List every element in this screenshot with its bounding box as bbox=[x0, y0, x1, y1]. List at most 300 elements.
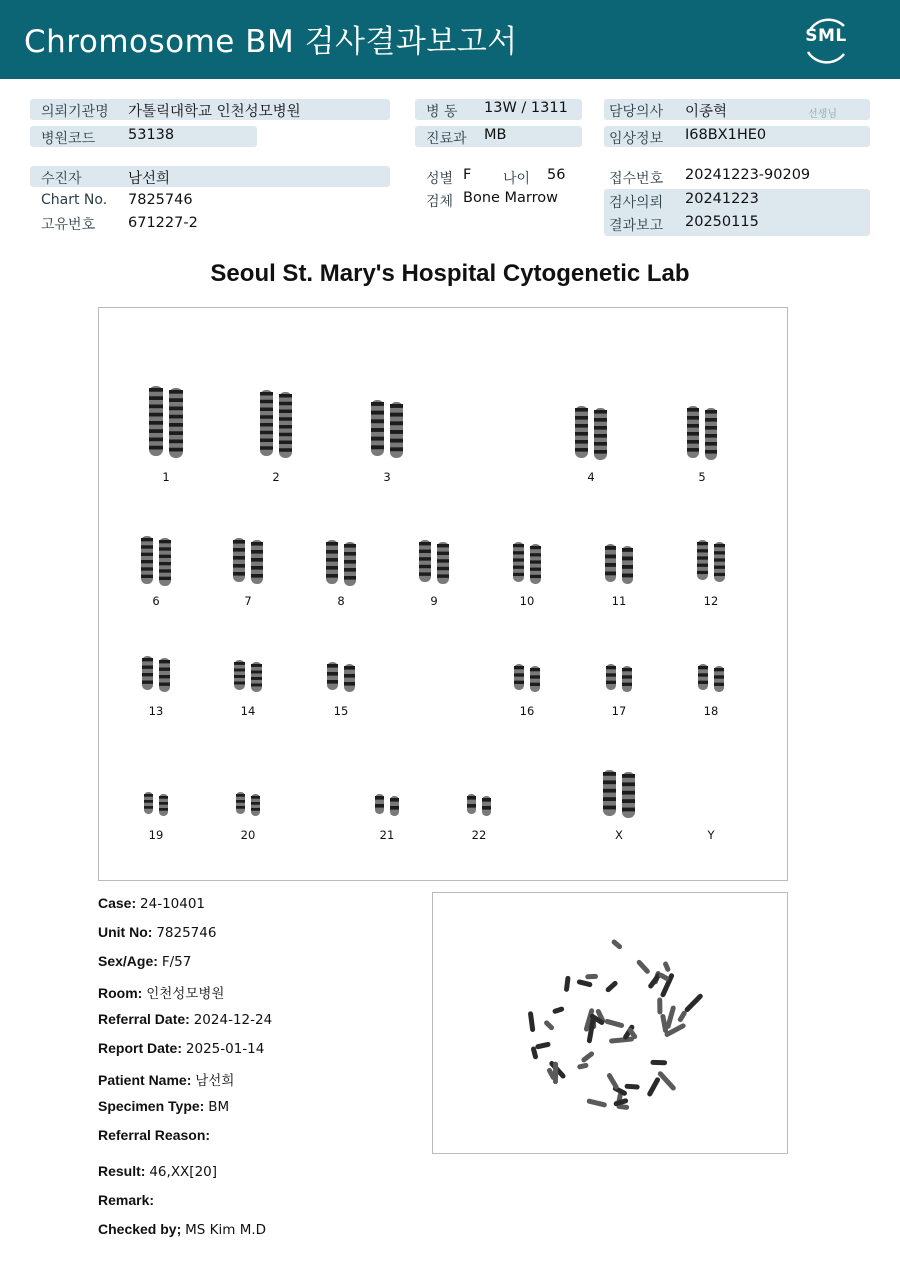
chromosome-band bbox=[233, 540, 245, 544]
specimen-value: Bone Marrow bbox=[463, 190, 559, 206]
chromosome-band bbox=[390, 430, 403, 434]
chromosome-band bbox=[233, 548, 245, 552]
chromosome-band bbox=[260, 408, 273, 411]
chromosome-label-6: 6 bbox=[152, 594, 160, 608]
request-value: 20241223 bbox=[685, 191, 759, 207]
chromosome-label-3: 3 bbox=[383, 470, 391, 484]
chromosome-band bbox=[594, 442, 607, 446]
metaphase-chromosome bbox=[586, 1098, 607, 1108]
chromosome-band bbox=[251, 796, 260, 799]
chromosome-band bbox=[467, 804, 476, 808]
chromosome-label-X: X bbox=[615, 828, 623, 842]
chromosome-band bbox=[327, 680, 338, 684]
chromosome-band bbox=[687, 432, 699, 436]
chromosome-band bbox=[714, 675, 724, 678]
metaphase-chromosome bbox=[624, 1084, 639, 1090]
chromosome-band bbox=[530, 560, 541, 563]
chromosome-band bbox=[344, 666, 355, 670]
chromosome-band bbox=[251, 574, 263, 578]
chromosome-band bbox=[279, 402, 292, 405]
chromosome-band bbox=[142, 673, 153, 676]
chromosome-band bbox=[260, 392, 273, 395]
metaphase-chromosome bbox=[611, 939, 624, 951]
chromosome-band bbox=[390, 404, 403, 408]
chromosome-band bbox=[705, 434, 717, 438]
doctor-suffix: 선생님 bbox=[808, 109, 837, 120]
chromosome-band bbox=[279, 441, 292, 444]
chromosome-band bbox=[141, 545, 153, 548]
chromosome-band bbox=[344, 544, 356, 548]
chromosome-band bbox=[142, 658, 153, 661]
chromosome-label-4: 4 bbox=[587, 470, 595, 484]
report-date-label2: Report Date: bbox=[98, 1040, 183, 1056]
lab-title: Seoul St. Mary's Hospital Cytogenetic Lab bbox=[210, 260, 690, 287]
sex-value: F bbox=[463, 167, 472, 183]
chromosome-pair-5 bbox=[687, 406, 717, 460]
chromosome-band bbox=[371, 428, 384, 432]
clinical-value: I68BX1HE0 bbox=[685, 127, 767, 143]
chromosome-band bbox=[437, 574, 449, 577]
checked-row bbox=[98, 1221, 266, 1238]
specimen-type-row bbox=[98, 1098, 229, 1115]
chromosome-label-17: 17 bbox=[611, 704, 627, 718]
age-label: 나이 bbox=[503, 171, 531, 187]
chromosome-band bbox=[622, 557, 633, 561]
chromosome-band bbox=[149, 446, 163, 450]
metaphase-chromosome bbox=[662, 961, 671, 973]
chromosome-band bbox=[159, 683, 170, 686]
chromosome-band bbox=[344, 682, 355, 686]
result-value: 46,XX[20] bbox=[149, 1164, 218, 1180]
chromosome-band bbox=[141, 538, 153, 541]
chromosome-band bbox=[437, 559, 449, 562]
metaphase-chromosome bbox=[636, 959, 651, 975]
chromosome-band bbox=[375, 796, 384, 800]
chromosome-band bbox=[141, 560, 153, 563]
chromosome-band bbox=[159, 540, 171, 543]
chromosome-band bbox=[390, 421, 403, 425]
chromosome-band bbox=[327, 672, 338, 676]
chromosome-pair-17 bbox=[606, 664, 632, 692]
chromosome-band bbox=[687, 448, 699, 452]
chromosome-pair-4 bbox=[575, 406, 607, 460]
chromosome-band bbox=[169, 440, 183, 444]
ward-label: 병 동 bbox=[426, 104, 458, 120]
chromosome-band bbox=[594, 450, 607, 454]
chromosome-band bbox=[603, 780, 616, 784]
metaphase-chromosome bbox=[677, 1010, 688, 1023]
chromosome-band bbox=[603, 797, 616, 801]
chromosome-pair-14 bbox=[234, 660, 262, 692]
chromosome-band bbox=[279, 410, 292, 413]
chromosome-pair-12 bbox=[697, 540, 725, 582]
chromosome-band bbox=[698, 666, 708, 669]
chromosome-band bbox=[236, 806, 245, 809]
patient-name-label: Patient Name: bbox=[98, 1072, 192, 1088]
chromosome-band bbox=[622, 548, 633, 552]
receipt-value: 20241223-90209 bbox=[685, 167, 811, 183]
metaphase-chromosome bbox=[564, 976, 571, 993]
result-label: Result: bbox=[98, 1163, 146, 1179]
chromosome-band bbox=[344, 674, 355, 678]
chromosome-band bbox=[697, 549, 708, 552]
chromosome-band bbox=[141, 575, 153, 578]
chromosome-band bbox=[714, 566, 725, 569]
chromosome-band bbox=[144, 800, 153, 803]
referral-date-label: Referral Date: bbox=[98, 1011, 190, 1027]
chromosome-band bbox=[606, 666, 616, 669]
metaphase-chromosome bbox=[585, 974, 598, 980]
chromosome-band bbox=[251, 808, 260, 811]
chromosome-band bbox=[149, 429, 163, 433]
chromosome-band bbox=[260, 446, 273, 449]
chromosome-band bbox=[687, 408, 699, 412]
chromosome-label-2: 2 bbox=[272, 470, 280, 484]
chromosome-pair-X bbox=[603, 770, 635, 818]
chromosome-band bbox=[714, 668, 724, 671]
chromosome-label-5: 5 bbox=[698, 470, 706, 484]
sex-label: 성별 bbox=[426, 171, 454, 187]
unit-row bbox=[98, 924, 216, 941]
patient-label: 수진자 bbox=[41, 171, 82, 187]
chromosome-band bbox=[344, 576, 356, 580]
chromosome-pair-15 bbox=[327, 662, 355, 692]
room-row bbox=[98, 982, 224, 1002]
chromosome-band bbox=[714, 551, 725, 554]
remark-label: Remark: bbox=[98, 1192, 155, 1208]
chromosome-band bbox=[705, 442, 717, 446]
chromosome-band bbox=[530, 575, 541, 578]
chromosome-band bbox=[605, 572, 616, 576]
chromosome-band bbox=[467, 796, 476, 800]
chromosome-band bbox=[687, 416, 699, 420]
report-date-value: 20250115 bbox=[685, 214, 759, 230]
metaphase-chromosome bbox=[658, 972, 670, 982]
chromosome-label-12: 12 bbox=[703, 594, 719, 608]
chromosome-band bbox=[142, 666, 153, 669]
chromosome-pair-18 bbox=[698, 664, 724, 692]
chromosome-band bbox=[697, 571, 708, 574]
chromosome-band bbox=[605, 546, 616, 550]
chromosome-band bbox=[260, 439, 273, 442]
sexage-value: F/57 bbox=[161, 954, 192, 970]
chromosome-band bbox=[141, 553, 153, 556]
chromosome-band bbox=[622, 675, 632, 678]
chromosome-pair-13 bbox=[142, 656, 170, 692]
chromosome-pair-10 bbox=[513, 542, 541, 584]
chromosome-label-21: 21 bbox=[379, 828, 395, 842]
chromosome-band bbox=[575, 440, 588, 444]
chromosome-band bbox=[149, 405, 163, 409]
chromosome-band bbox=[159, 577, 171, 580]
chromosome-band bbox=[371, 419, 384, 423]
institution-label: 의뢰기관명 bbox=[41, 104, 109, 120]
chromosome-pair-19 bbox=[144, 792, 168, 816]
chromosome-band bbox=[159, 569, 171, 572]
chromosome-label-10: 10 bbox=[519, 594, 535, 608]
chromosome-band bbox=[251, 550, 263, 554]
referral-date-value: 2024-12-24 bbox=[193, 1012, 273, 1028]
chromosome-label-15: 15 bbox=[333, 704, 349, 718]
chromosome-label-18: 18 bbox=[703, 704, 719, 718]
chromosome-band bbox=[169, 448, 183, 452]
hospital-code-value: 53138 bbox=[128, 127, 175, 143]
chromosome-band bbox=[514, 681, 524, 684]
room-label: Room: bbox=[98, 985, 143, 1001]
chromosome-band bbox=[344, 568, 356, 572]
hospital-code-label: 병원코드 bbox=[41, 131, 96, 147]
chromosome-pair-22 bbox=[467, 794, 491, 816]
chromosome-label-19: 19 bbox=[148, 828, 164, 842]
age-value: 56 bbox=[547, 167, 566, 183]
chromosome-pair-8 bbox=[326, 540, 356, 586]
chromosome-band bbox=[575, 432, 588, 436]
chromosome-band bbox=[482, 806, 491, 810]
chromosome-band bbox=[169, 431, 183, 435]
chromosome-label-1: 1 bbox=[162, 470, 170, 484]
chromosome-band bbox=[622, 799, 635, 803]
remark-row bbox=[98, 1192, 154, 1209]
sexage-row bbox=[98, 953, 191, 970]
chromosome-band bbox=[705, 426, 717, 430]
chromosome-band bbox=[234, 669, 245, 672]
chromosome-band bbox=[260, 431, 273, 434]
chromosome-band bbox=[419, 542, 431, 545]
chromosome-band bbox=[390, 806, 399, 810]
chromosome-band bbox=[251, 542, 263, 546]
chromosome-band bbox=[606, 673, 616, 676]
receipt-label: 접수번호 bbox=[609, 171, 664, 187]
chromosome-band bbox=[159, 668, 170, 671]
chromosome-band bbox=[159, 562, 171, 565]
chromosome-band bbox=[159, 802, 168, 805]
chromosome-band bbox=[326, 566, 338, 570]
metaphase-chromosome bbox=[646, 1076, 661, 1097]
chromosome-band bbox=[390, 413, 403, 417]
metaphase-chromosome bbox=[553, 1062, 558, 1085]
chromosome-band bbox=[390, 798, 399, 802]
chromosome-band bbox=[326, 574, 338, 578]
chromosome-band bbox=[594, 418, 607, 422]
chromosome-band bbox=[698, 681, 708, 684]
chromosome-band bbox=[327, 664, 338, 668]
chromosome-band bbox=[142, 681, 153, 684]
report-header bbox=[0, 0, 900, 79]
chromosome-band bbox=[234, 675, 245, 678]
chromosome-band bbox=[514, 673, 524, 676]
chromosome-band bbox=[530, 683, 540, 686]
chromosome-band bbox=[622, 574, 633, 578]
referral-reason-row bbox=[98, 1127, 210, 1144]
chromosome-band bbox=[279, 448, 292, 451]
metaphase-chromosome bbox=[657, 997, 662, 1014]
clinical-label: 임상정보 bbox=[609, 131, 664, 147]
chromosome-band bbox=[605, 563, 616, 567]
chromosome-band bbox=[687, 440, 699, 444]
report-title: Chromosome BM 검사결과보고서 bbox=[24, 24, 518, 60]
chromosome-band bbox=[622, 683, 632, 686]
chromosome-label-9: 9 bbox=[430, 594, 438, 608]
chromosome-band bbox=[371, 445, 384, 449]
metaphase-chromosome bbox=[609, 1036, 634, 1043]
chromosome-band bbox=[169, 423, 183, 427]
chart-no-value: 7825746 bbox=[128, 192, 193, 208]
sexage-label: Sex/Age: bbox=[98, 953, 158, 969]
patient-name-row bbox=[98, 1069, 234, 1089]
chromosome-band bbox=[622, 668, 632, 671]
chromosome-band bbox=[419, 550, 431, 553]
chromosome-band bbox=[260, 423, 273, 426]
chromosome-band bbox=[530, 553, 541, 556]
chromosome-band bbox=[714, 544, 725, 547]
dept-value: MB bbox=[484, 127, 507, 143]
unit-label: Unit No: bbox=[98, 924, 153, 940]
chromosome-pair-11 bbox=[605, 544, 633, 584]
chromosome-band bbox=[714, 573, 725, 576]
chromosome-band bbox=[482, 798, 491, 802]
chromosome-band bbox=[159, 547, 171, 550]
metaphase-chromosome bbox=[535, 1041, 551, 1049]
chromosome-band bbox=[169, 390, 183, 394]
chromosome-band bbox=[234, 662, 245, 665]
chromosome-band bbox=[371, 411, 384, 415]
chromosome-band bbox=[530, 568, 541, 571]
chromosome-band bbox=[260, 415, 273, 418]
report-date-row bbox=[98, 1040, 264, 1057]
request-label: 검사의뢰 bbox=[609, 195, 664, 211]
chromosome-pair-3 bbox=[371, 400, 403, 458]
specimen-label: 검체 bbox=[426, 194, 454, 210]
chromosome-band bbox=[149, 438, 163, 442]
chromosome-band bbox=[606, 681, 616, 684]
chromosome-band bbox=[697, 564, 708, 567]
chromosome-band bbox=[594, 426, 607, 430]
chromosome-band bbox=[419, 557, 431, 560]
chromosome-band bbox=[251, 684, 262, 687]
chromosome-band bbox=[344, 560, 356, 564]
chromosome-band bbox=[279, 417, 292, 420]
chromosome-band bbox=[513, 558, 524, 561]
chromosome-band bbox=[603, 772, 616, 776]
chromosome-pair-6 bbox=[141, 536, 171, 586]
chromosome-band bbox=[251, 677, 262, 680]
chromosome-band bbox=[530, 675, 540, 678]
result-row bbox=[98, 1163, 217, 1180]
chromosome-band bbox=[149, 388, 163, 392]
checked-value: MS Kim M.D bbox=[185, 1222, 267, 1238]
chromosome-label-22: 22 bbox=[471, 828, 487, 842]
chromosome-band bbox=[705, 418, 717, 422]
patient-row bbox=[30, 166, 390, 187]
metaphase-chromosome bbox=[665, 1005, 676, 1029]
doctor-label: 담당의사 bbox=[609, 104, 664, 120]
chromosome-band bbox=[705, 410, 717, 414]
chromosome-band bbox=[622, 808, 635, 812]
chromosome-band bbox=[530, 668, 540, 671]
chromosome-band bbox=[714, 558, 725, 561]
metaphase-spread-graphic bbox=[433, 893, 787, 1153]
metaphase-chromosome bbox=[650, 1060, 667, 1065]
doctor-value: 이종혁 bbox=[685, 104, 728, 120]
chromosome-band bbox=[149, 421, 163, 425]
chromosome-band bbox=[144, 806, 153, 809]
chromosome-band bbox=[141, 567, 153, 570]
metaphase-image bbox=[432, 892, 788, 1154]
chromosome-band bbox=[419, 572, 431, 575]
report-date-label: 결과보고 bbox=[609, 218, 664, 234]
chromosome-band bbox=[251, 802, 260, 805]
chromosome-band bbox=[169, 415, 183, 419]
chromosome-band bbox=[622, 774, 635, 778]
chromosome-band bbox=[279, 425, 292, 428]
referral-date-row bbox=[98, 1011, 272, 1028]
chromosome-band bbox=[251, 671, 262, 674]
chromosome-band bbox=[575, 448, 588, 452]
chromosome-label-16: 16 bbox=[519, 704, 535, 718]
chromosome-band bbox=[437, 552, 449, 555]
room-value: 인천성모병원 bbox=[146, 986, 225, 1002]
metaphase-chromosome bbox=[543, 1019, 555, 1031]
chromosome-label-11: 11 bbox=[611, 594, 627, 608]
chromosome-band bbox=[437, 544, 449, 547]
specimen-type-label: Specimen Type: bbox=[98, 1098, 205, 1114]
chromosome-pair-21 bbox=[375, 794, 399, 816]
chromosome-band bbox=[236, 800, 245, 803]
chromosome-band bbox=[159, 660, 170, 663]
metaphase-chromosome bbox=[580, 1050, 595, 1063]
chromosome-band bbox=[437, 567, 449, 570]
case-label: Case: bbox=[98, 895, 137, 911]
chromosome-band bbox=[513, 573, 524, 576]
chromosome-band bbox=[375, 804, 384, 808]
chromosome-band bbox=[233, 564, 245, 568]
chromosome-band bbox=[371, 402, 384, 406]
chromosome-band bbox=[419, 565, 431, 568]
chromosome-pair-20 bbox=[236, 792, 260, 816]
metaphase-chromosome bbox=[684, 993, 704, 1013]
chromosome-band bbox=[605, 555, 616, 559]
chromosome-band bbox=[169, 407, 183, 411]
metaphase-chromosome bbox=[577, 1062, 589, 1069]
chromosome-label-8: 8 bbox=[337, 594, 345, 608]
chromosome-band bbox=[514, 666, 524, 669]
chromosome-band bbox=[603, 789, 616, 793]
chromosome-band bbox=[149, 396, 163, 400]
metaphase-chromosome bbox=[552, 1006, 565, 1014]
chromosome-band bbox=[159, 796, 168, 799]
chromosome-pair-9 bbox=[419, 540, 449, 584]
chromosome-band bbox=[513, 551, 524, 554]
chromosome-band bbox=[594, 410, 607, 414]
dept-label: 진료과 bbox=[426, 131, 467, 147]
chromosome-band bbox=[513, 566, 524, 569]
chromosome-band bbox=[705, 450, 717, 454]
chromosome-pair-2 bbox=[260, 390, 292, 458]
case-value: 24-10401 bbox=[140, 896, 206, 912]
chart-no-label: Chart No. bbox=[41, 192, 108, 208]
chromosome-band bbox=[326, 542, 338, 546]
chromosome-band bbox=[371, 437, 384, 441]
chromosome-band bbox=[698, 673, 708, 676]
sml-logo-text: SML bbox=[805, 26, 847, 46]
chromosome-band bbox=[575, 408, 588, 412]
chromosome-band bbox=[233, 556, 245, 560]
unique-no-value: 671227-2 bbox=[128, 215, 198, 231]
case-row bbox=[98, 895, 205, 912]
unit-value: 7825746 bbox=[156, 925, 217, 941]
chromosome-band bbox=[326, 550, 338, 554]
metaphase-chromosome bbox=[576, 979, 592, 988]
